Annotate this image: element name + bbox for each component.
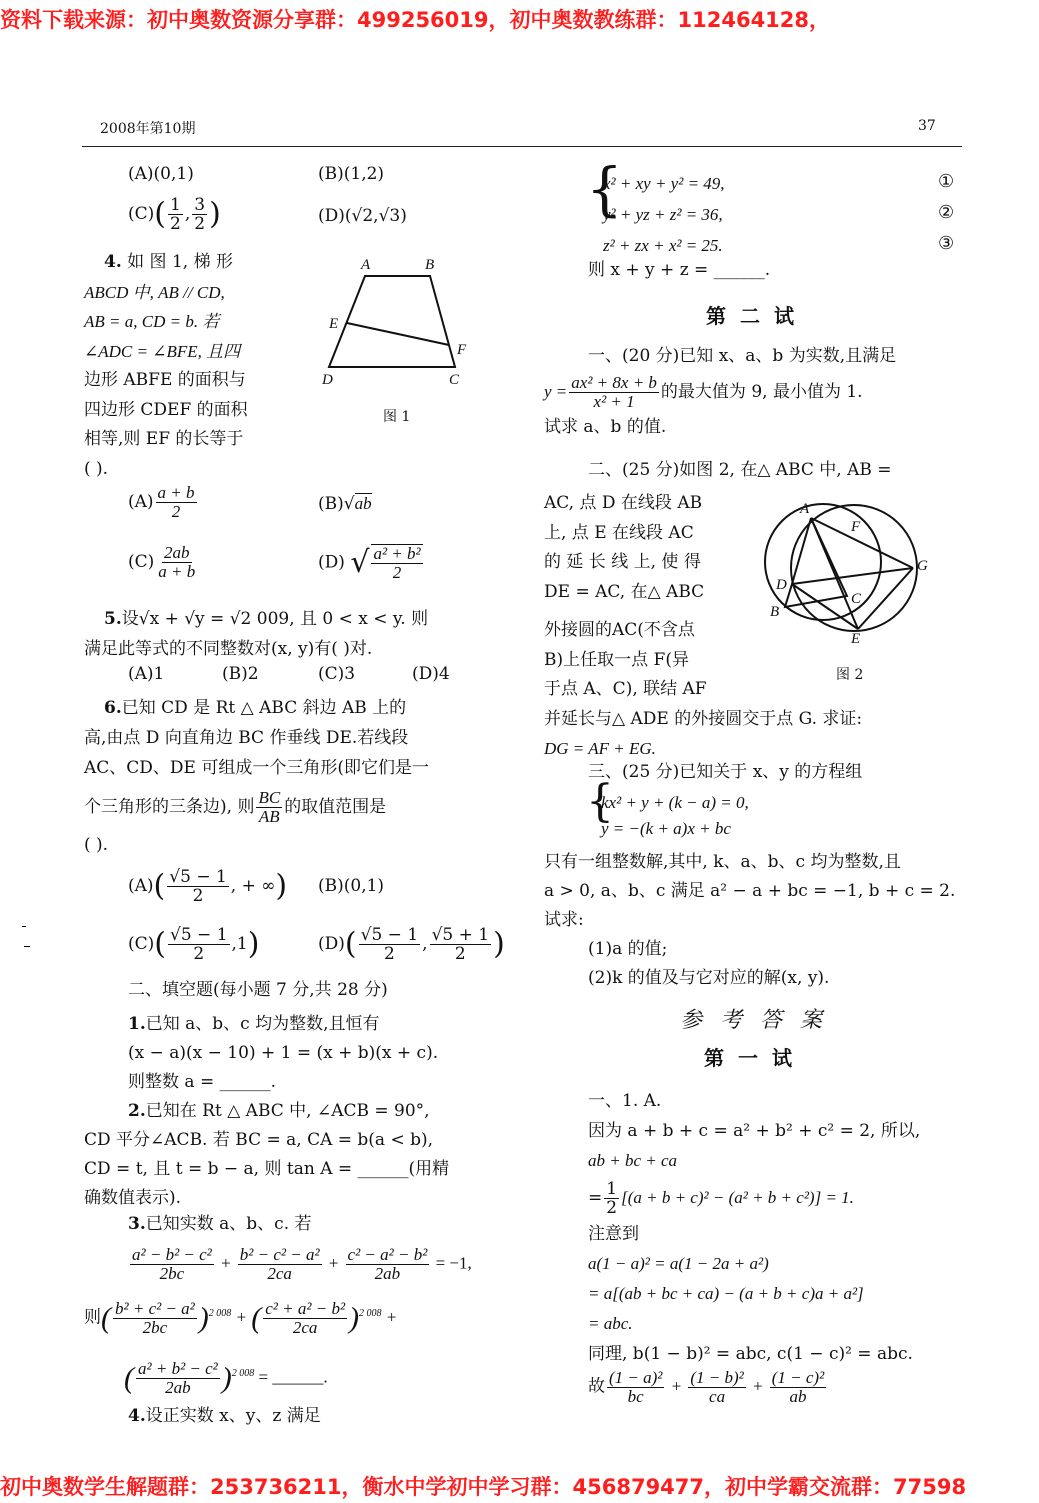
- q6-option-c: (C)( $\frac{√5 - 1}{2}$ ,1): [128, 925, 260, 964]
- p3-intro: 三、(25 分)已知关于 x、y 的方程组: [588, 762, 863, 782]
- fig1-label-a: A: [361, 257, 371, 273]
- p3-brace: {: [586, 776, 614, 827]
- section-2-title: 二、填空题(每小题 7 分,共 28 分): [128, 980, 388, 1000]
- q5-option-b: (B)2: [222, 664, 259, 684]
- q5-option-c: (C)3: [318, 664, 356, 684]
- fig2-label-c: C: [851, 591, 862, 607]
- q6-text: 6.已知 CD 是 Rt △ ABC 斜边 AB 上的 高,由点 D 向直角边 BC 作垂线 DE.若线段 AC、CD、DE 可组成一个三角形(即它们是一 个三角形的三条边), 则 $\frac{BC}{AB}$ 的取值范围是 ( ).: [84, 698, 429, 855]
- figure-2-circles: [755, 495, 945, 655]
- header-rule: [82, 146, 962, 147]
- test-2-title: 第二试: [706, 304, 808, 328]
- q4-option-d: (D) √ $\frac{\text{a² + b²}}{2}$: [318, 544, 421, 582]
- page-number: 37: [918, 118, 936, 134]
- figure-2-caption: 图 2: [836, 667, 864, 683]
- fill1-text: 1.已知 a、b、c 均为整数,且恒有 (x − a)(x − 10) + 1 = (x + b)(x + c). 则整数 a = ______.: [128, 1014, 439, 1092]
- issue-label: 2008年第10期: [100, 121, 196, 137]
- q5-option-d: (D)4: [412, 664, 450, 684]
- fig2-label-d: D: [776, 577, 787, 593]
- fig2-label-g: G: [917, 558, 928, 574]
- fill4-intro: 4.设正实数 x、y、z 满足: [128, 1406, 321, 1426]
- fig2-label-b: B: [770, 604, 780, 620]
- fill3-expression: 则( $\frac{\text{b² + c² − a²}}{2bc}$ )$^{2 008}$ + ( $\frac{\text{c² + a² − b²}}{2ca}$ )$^{2 008}$ +: [84, 1299, 398, 1337]
- q4-option-c: (C) $\frac{2ab}{a + b}$: [128, 543, 196, 581]
- equation-markers: ① ② ③: [938, 171, 955, 254]
- fill2-text: 2.已知在 Rt △ ABC 中, ∠ACB = 90°, CD 平分∠ACB. 若 BC = a, CA = b(a < b), CD = t, 且 t = b − a, 则 tan A = ______(用精 确数值表示).: [84, 1101, 450, 1208]
- fig2-label-a: A: [800, 501, 810, 517]
- q3-option-c: (C)( $\frac{1}{2}$ , $\frac{3}{2}$ ): [128, 195, 221, 234]
- fill3-intro: 3.已知实数 a、b、c. 若: [128, 1214, 312, 1234]
- figure-1-trapezoid: [310, 250, 490, 430]
- p3-system: kx² + y + (k − a) = 0, y = −(k + a)x + bc: [601, 793, 749, 838]
- figure-1-caption: 图 1: [383, 409, 411, 425]
- system-equations: x² + xy + y² = 49, y² + yz + z² = 36, z² + zx + x² = 25.: [603, 174, 725, 255]
- q6-option-d: (D)( $\frac{√5 - 1}{2}$ , $\frac{√5 + 1}{2}$ ): [318, 925, 505, 964]
- fig1-label-b: B: [425, 257, 435, 273]
- q4-option-a: (A) $\frac{a + b}{2}$: [128, 483, 195, 521]
- margin-mark: [22, 926, 26, 927]
- p3-text: 只有一组整数解,其中, k、a、b、c 均为整数,且 a > 0, a、b、c 满足 a² − a + bc = −1, b + c = 2. 试求: (1)a 的值; (2)k 的值及与它对应的解(x, y).: [544, 852, 956, 988]
- answer-text: 一、1. A. 因为 a + b + c = a² + b² + c² = 2, 所以, ab + bc + ca = $\frac{1}{2}$ [(a + b + c)² − (a² + b + c²)] = 1. 注意到 a(1 − a)² = a(1 − 2a + a²) = a[(ab + bc + ca) − (a + b + c)a + a²] = abc. 同理, b(1 − b)² = abc, c(1 − c)² = abc. 故 $\frac{\text{(1 − a)²}}{bc}$ + $\frac{\text{(1 − b)²}}{ca}$ + $\frac{\text{(1 − c)²}}{ab}$: [588, 1091, 921, 1406]
- p2-text: 二、(25 分)如图 2, 在△ ABC 中, AB = AC, 点 D 在线段 AB 上, 点 E 在线段 AC 的 延 长 线 上, 使 得 DE = AC, 在△ ABC 外接圆的AC(不含点 B)上任取一点 F(异 于点 A、C), 联结 AF 并延长与△ ADE 的外接圆交于点 G. 求证: DG = AF + EG.: [544, 460, 892, 758]
- p1-text: 一、(20 分)已知 x、a、b 为实数,且满足 y = $\frac{\text{ax² + 8x + b}}{\text{x² + 1}}$ 的最大值为 9, 最小值为 1. 试求 a、b 的值.: [544, 346, 897, 437]
- watermark-top: 资料下载来源：初中奥数资源分享群：499256019，初中奥数教练群：112464128，: [0, 8, 831, 32]
- fig1-label-e: E: [329, 316, 339, 332]
- margin-mark: [24, 946, 30, 947]
- q3-option-d: (D)(√2,√3): [318, 206, 407, 226]
- q5-text: 5.设√x + √y = √2 009, 且 0 < x < y. 则 满足此等式的不同整数对(x, y)有( )对.: [84, 609, 429, 659]
- system-question: 则 x + y + z = ______.: [588, 260, 771, 280]
- fig2-label-f: F: [851, 519, 861, 535]
- q6-option-b: (B)(0,1): [318, 876, 385, 896]
- fig1-label-c: C: [449, 372, 460, 388]
- fill3-expression-cont: ( $\frac{\text{a² + b² − c²}}{2ab}$ )$^{2 008}$ = ______.: [124, 1359, 328, 1397]
- answers-title: 参考答案: [680, 1008, 841, 1033]
- answers-subtitle: 第一试: [704, 1046, 806, 1070]
- q3-option-b: (B)(1,2): [318, 164, 385, 184]
- watermark-bottom: 初中奥数学生解题群：253736211，衡水中学初中学习群：456879477，初中学霸交流群：77598: [0, 1475, 967, 1499]
- fig1-label-f: F: [457, 342, 467, 358]
- system-brace: {: [586, 155, 623, 223]
- fill3-condition: $\frac{\text{a² − b² − c²}}{2bc}$ + $\frac{\text{b² − c² − a²}}{2ca}$ + $\frac{\text{c² − a² − b²}}{2ab}$ = −1,: [132, 1245, 472, 1283]
- q6-option-a: (A)( $\frac{√5 - 1}{2}$ , + ∞): [128, 867, 288, 906]
- q4-text: 4. 如 图 1, 梯 形 ABCD 中, AB // CD, AB = a, CD = b. 若 ∠ADC = ∠BFE, 且四 边形 ABFE 的面积与 四边形 CDEF 的面积 相等,则 EF 的长等于 ( ).: [84, 252, 248, 479]
- fig2-label-e: E: [851, 631, 861, 647]
- q3-option-a: (A)(0,1): [128, 164, 194, 184]
- q4-option-b: (B)√ab: [318, 494, 372, 514]
- fig1-label-d: D: [322, 372, 333, 388]
- q5-option-a: (A)1: [128, 664, 165, 684]
